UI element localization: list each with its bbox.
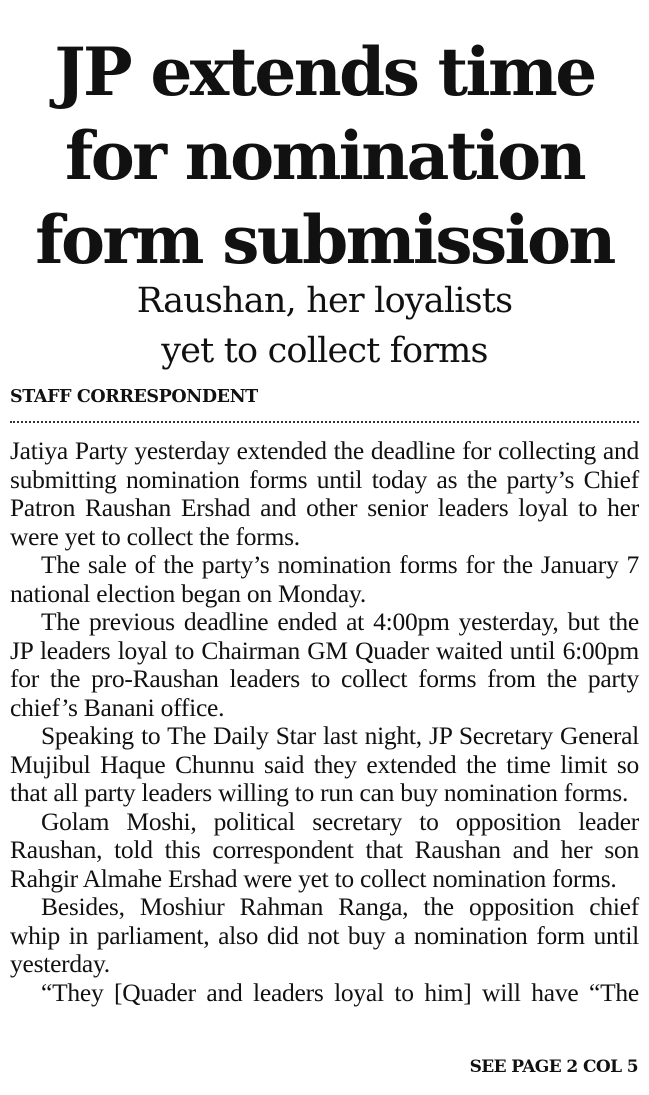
article-paragraph: Speaking to The Daily Star last night, JP Secretary General Mujibul Haque Chunnu said they extended the time limit so that all party leaders willing to run can buy nomination forms.	[10, 721, 639, 807]
article-paragraph: The sale of the party’s nomination forms for the January 7 national election began on Monday.	[10, 550, 639, 608]
article-paragraph: Besides, Moshiur Rahman Ranga, the opposition chief whip in parliament, also did not buy a nomination form until yesterday.	[10, 892, 639, 978]
headline: JP extends time for nomination form submission	[35, 33, 614, 279]
article-body	[10, 437, 639, 1007]
continuation-jump-line: SEE PAGE 2 COL 5	[469, 1057, 638, 1077]
article-paragraph: Jatiya Party yesterday extended the deadline for collecting and submitting nomination forms until today as the party’s Chief Patron Raushan Ershad and other senior leaders loyal to her were yet to collect the forms.	[10, 436, 639, 551]
article-paragraph: Golam Moshi, political secretary to opposition leader Raushan, told this correspondent that Raushan and her son Rahgir Almahe Ershad were yet to collect nomination forms.	[10, 806, 639, 893]
dotted-divider	[10, 421, 639, 423]
article-paragraph: “They [Quader and leaders loyal to him] will have “The	[41, 977, 639, 1007]
article-paragraph: The previous deadline ended at 4:00pm yesterday, but the JP leaders loyal to Chairman GM Quader waited until 6:00pm for the pro-Raushan leaders to collect forms from the party chief’s Banani office.	[10, 607, 639, 722]
byline: STAFF CORRESPONDENT	[10, 387, 258, 407]
subheadline: Raushan, her loyalists yet to collect forms	[136, 281, 513, 371]
